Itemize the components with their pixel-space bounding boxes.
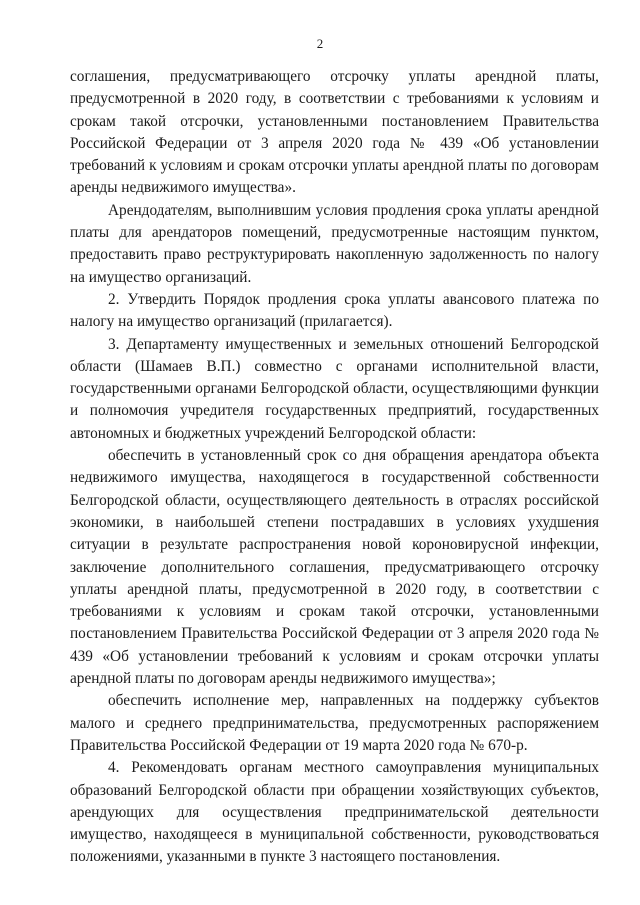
paragraph-continuation: соглашения, предусматривающего отсрочку уплаты арендной платы, предусмотренной в 2020 году, в соответствии с требованиями к условиям и срокам такой отсрочки, установленными постановлением Правительства Российской Федерации от 3 апреля 2020 года № 439 «Об установлении требований к условиям и срокам отсрочки уплаты арендной платы по договорам аренды недвижимого имущества». xyxy=(70,68,599,197)
paragraph-restructuring-right: Арендодателям, выполнившим условия продления срока уплаты арендной платы для арендаторов помещений, предусмотренные настоящим пунктом, предоставить право реструктурировать накопленную задолженность по налогу на имущество организаций. xyxy=(70,201,599,286)
document-body xyxy=(70,66,599,869)
page-number: 2 xyxy=(316,36,324,51)
paragraph-item-3-subitem-2: обеспечить исполнение мер, направленных на поддержку субъектов малого и среднего предпринимательства, предусмотренных распоряжением Правительства Российской Федерации от 19 марта 2020 года № 670-р. xyxy=(70,692,599,754)
paragraph-item-4: 4. Рекомендовать органам местного самоуправления муниципальных образований Белгородской области при обращении хозяйствующих субъектов, арендующих для осуществления предпринимательской деятельности имущество, находящееся в муниципальной собственности, руководствоваться положениями, указанными в пункте 3 настоящего постановления. xyxy=(70,759,599,866)
paragraph-item-3: 3. Департаменту имущественных и земельных отношений Белгородской области (Шамаев В.П.) совместно с органами исполнительной власти, государственными органами Белгородской области, осуществляющими функции и полномочия учредителя государственных предприятий, государственных автономных и бюджетных учреждений Белгородской области: xyxy=(70,335,599,442)
paragraph-item-2: 2. Утвердить Порядок продления срока уплаты авансового платежа по налогу на имущество организаций (прилагается). xyxy=(70,290,599,331)
paragraph-item-3-subitem-1: обеспечить в установленный срок со дня обращения арендатора объекта недвижимого имущества, находящегося в государственной собственности Белгородской области, осуществляющего деятельность в отраслях российской экономики, в наибольшей степени пострадавших в условиях ухудшения ситуации в результате распространения новой короновирусной инфекции, заключение дополнительного соглашения, предусматривающего отсрочку уплаты арендной платы, предусмотренной в 2020 году, в соответствии с требованиями к условиям и срокам такой отсрочки, установленными постановлением Правительства Российской Федерации от 3 апреля 2020 года № 439 «Об установлении требований к условиям и срокам отсрочки уплаты арендной платы по договорам аренды недвижимого имущества»; xyxy=(70,447,599,688)
